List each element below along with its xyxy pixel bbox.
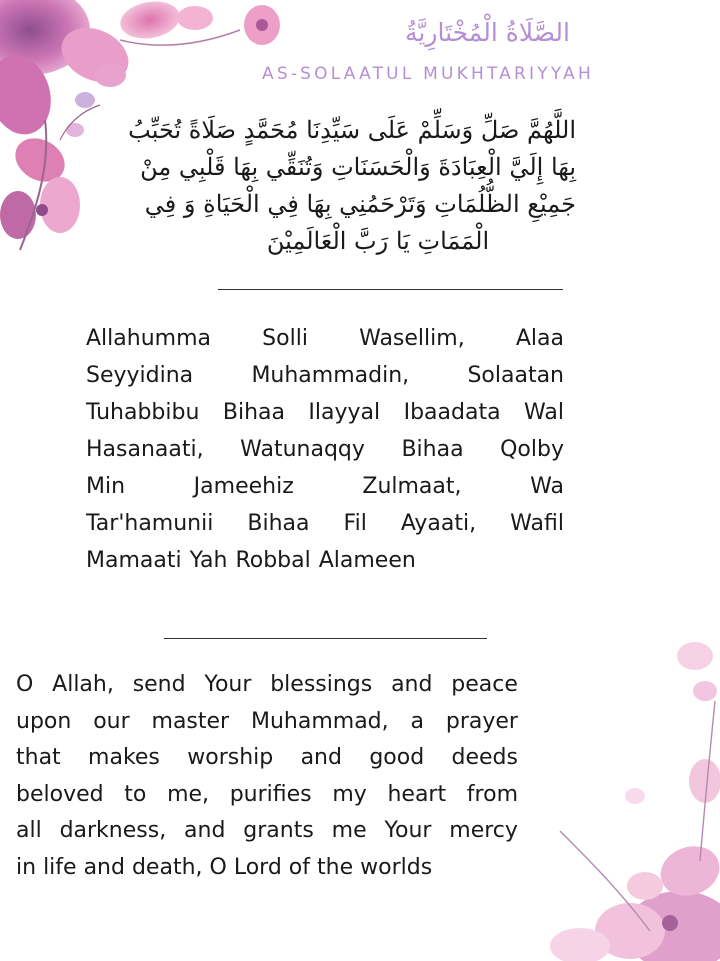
word: a xyxy=(410,708,424,734)
word: Solli xyxy=(262,326,308,351)
word: that xyxy=(16,745,61,770)
transliteration-line xyxy=(86,542,564,579)
transliteration-text xyxy=(86,320,564,579)
transliteration-line xyxy=(86,357,564,394)
divider-bottom xyxy=(164,638,487,639)
word: Robbal xyxy=(235,548,311,573)
word: Hasanaati, xyxy=(86,437,204,462)
word: Seyyidina xyxy=(86,363,194,388)
word: and xyxy=(391,672,433,697)
word: good xyxy=(369,745,425,770)
word: me, xyxy=(167,781,210,807)
word: worlds xyxy=(360,854,433,880)
arabic-line: جَمِيْعِ الظُّلُمَاتِ وَتَرْحَمُنِي بِهَا فِي الْحَيَاةِ وَ فِي xyxy=(144,190,576,218)
translation-text xyxy=(16,667,518,886)
word: Muhammadin, xyxy=(251,363,410,388)
word: send xyxy=(132,672,186,697)
word: Ayaati, xyxy=(400,511,477,536)
word: Your xyxy=(384,818,432,843)
word: Min xyxy=(86,474,126,499)
word: prayer xyxy=(445,708,518,734)
word: death, xyxy=(131,854,203,880)
word: Zulmaat, xyxy=(362,474,462,499)
word: beloved xyxy=(16,781,104,807)
transliteration-line xyxy=(86,468,564,505)
translation-line xyxy=(16,740,518,777)
word: my xyxy=(332,781,367,807)
word: all xyxy=(16,818,42,843)
word: our xyxy=(93,708,130,734)
word: upon xyxy=(16,708,72,734)
word: Bihaa xyxy=(401,437,464,462)
word: Lord xyxy=(233,854,282,880)
word: darkness, xyxy=(59,818,167,843)
word: Ibaadata xyxy=(403,400,501,425)
word: peace xyxy=(451,672,518,697)
title-arabic: الصَّلَاةُ الْمُخْتَارِيَّةُ xyxy=(405,18,570,47)
arabic-prayer-text xyxy=(128,112,576,260)
word: worship xyxy=(187,745,274,770)
word: of xyxy=(288,854,311,880)
transliteration-line xyxy=(86,505,564,542)
word: Wal xyxy=(524,400,564,425)
transliteration-line xyxy=(86,394,564,431)
word: Your xyxy=(204,672,252,697)
word: Yah xyxy=(189,548,228,573)
word: to xyxy=(124,781,147,807)
word: Tar'hamunii xyxy=(86,511,214,536)
word: Allah, xyxy=(52,672,114,697)
word: blessings xyxy=(270,672,373,697)
word: and xyxy=(300,745,342,770)
word: Allahumma xyxy=(86,326,211,351)
translation-line xyxy=(16,850,518,887)
word: Wafil xyxy=(510,511,564,536)
word: Tuhabbibu xyxy=(86,400,200,425)
word: Watunaqqy xyxy=(240,437,365,462)
word: from xyxy=(466,781,518,807)
word: Alameen xyxy=(318,548,416,573)
word: Bihaa xyxy=(247,511,310,536)
word: purifies xyxy=(229,781,312,807)
word: Alaa xyxy=(515,326,564,351)
word: makes xyxy=(88,745,160,770)
word: Solaatan xyxy=(467,363,564,388)
arabic-line: اللَّهُمَّ صَلِّ وَسَلِّمْ عَلَى سَيِّدِنَا مُحَمَّدٍ صَلَاةً تُحَبِّبُ xyxy=(128,116,576,144)
word: O xyxy=(209,854,227,880)
word: heart xyxy=(387,781,447,807)
translation-line xyxy=(16,704,518,741)
word: Fil xyxy=(343,511,367,536)
title-latin: AS-SOLAATUL MUKHTARIYYAH xyxy=(262,64,594,84)
word: the xyxy=(317,854,354,880)
word: grants xyxy=(243,818,314,843)
word: Wasellim, xyxy=(359,326,465,351)
divider-top xyxy=(218,289,563,290)
word: Ilayyal xyxy=(308,400,381,425)
transliteration-line xyxy=(86,320,564,357)
floral-decoration-bottom-right xyxy=(520,631,720,961)
word: deeds xyxy=(451,745,518,770)
translation-line xyxy=(16,667,518,704)
word: and xyxy=(83,854,125,880)
transliteration-line xyxy=(86,431,564,468)
translation-line xyxy=(16,813,518,850)
arabic-line: بِهَا إِلَيَّ الْعِبَادَةَ وَالْحَسَنَاتِ وَتُنَقِّي بِهَا قَلْبِي مِنْ xyxy=(140,153,576,181)
word: Bihaa xyxy=(222,400,285,425)
word: O xyxy=(16,672,34,697)
translation-line xyxy=(16,777,518,814)
word: Muhammad, xyxy=(250,708,389,734)
word: Jameehiz xyxy=(193,474,294,499)
word: me xyxy=(331,818,367,843)
word: and xyxy=(184,818,226,843)
word: Wa xyxy=(530,474,564,499)
word: in xyxy=(16,854,37,880)
word: mercy xyxy=(449,818,518,843)
word: Mamaati xyxy=(86,548,182,573)
word: life xyxy=(43,854,77,880)
arabic-line: الْمَمَاتِ يَا رَبَّ الْعَالَمِيْنَ xyxy=(266,227,490,255)
word: master xyxy=(151,708,230,734)
word: Qolby xyxy=(500,437,564,462)
